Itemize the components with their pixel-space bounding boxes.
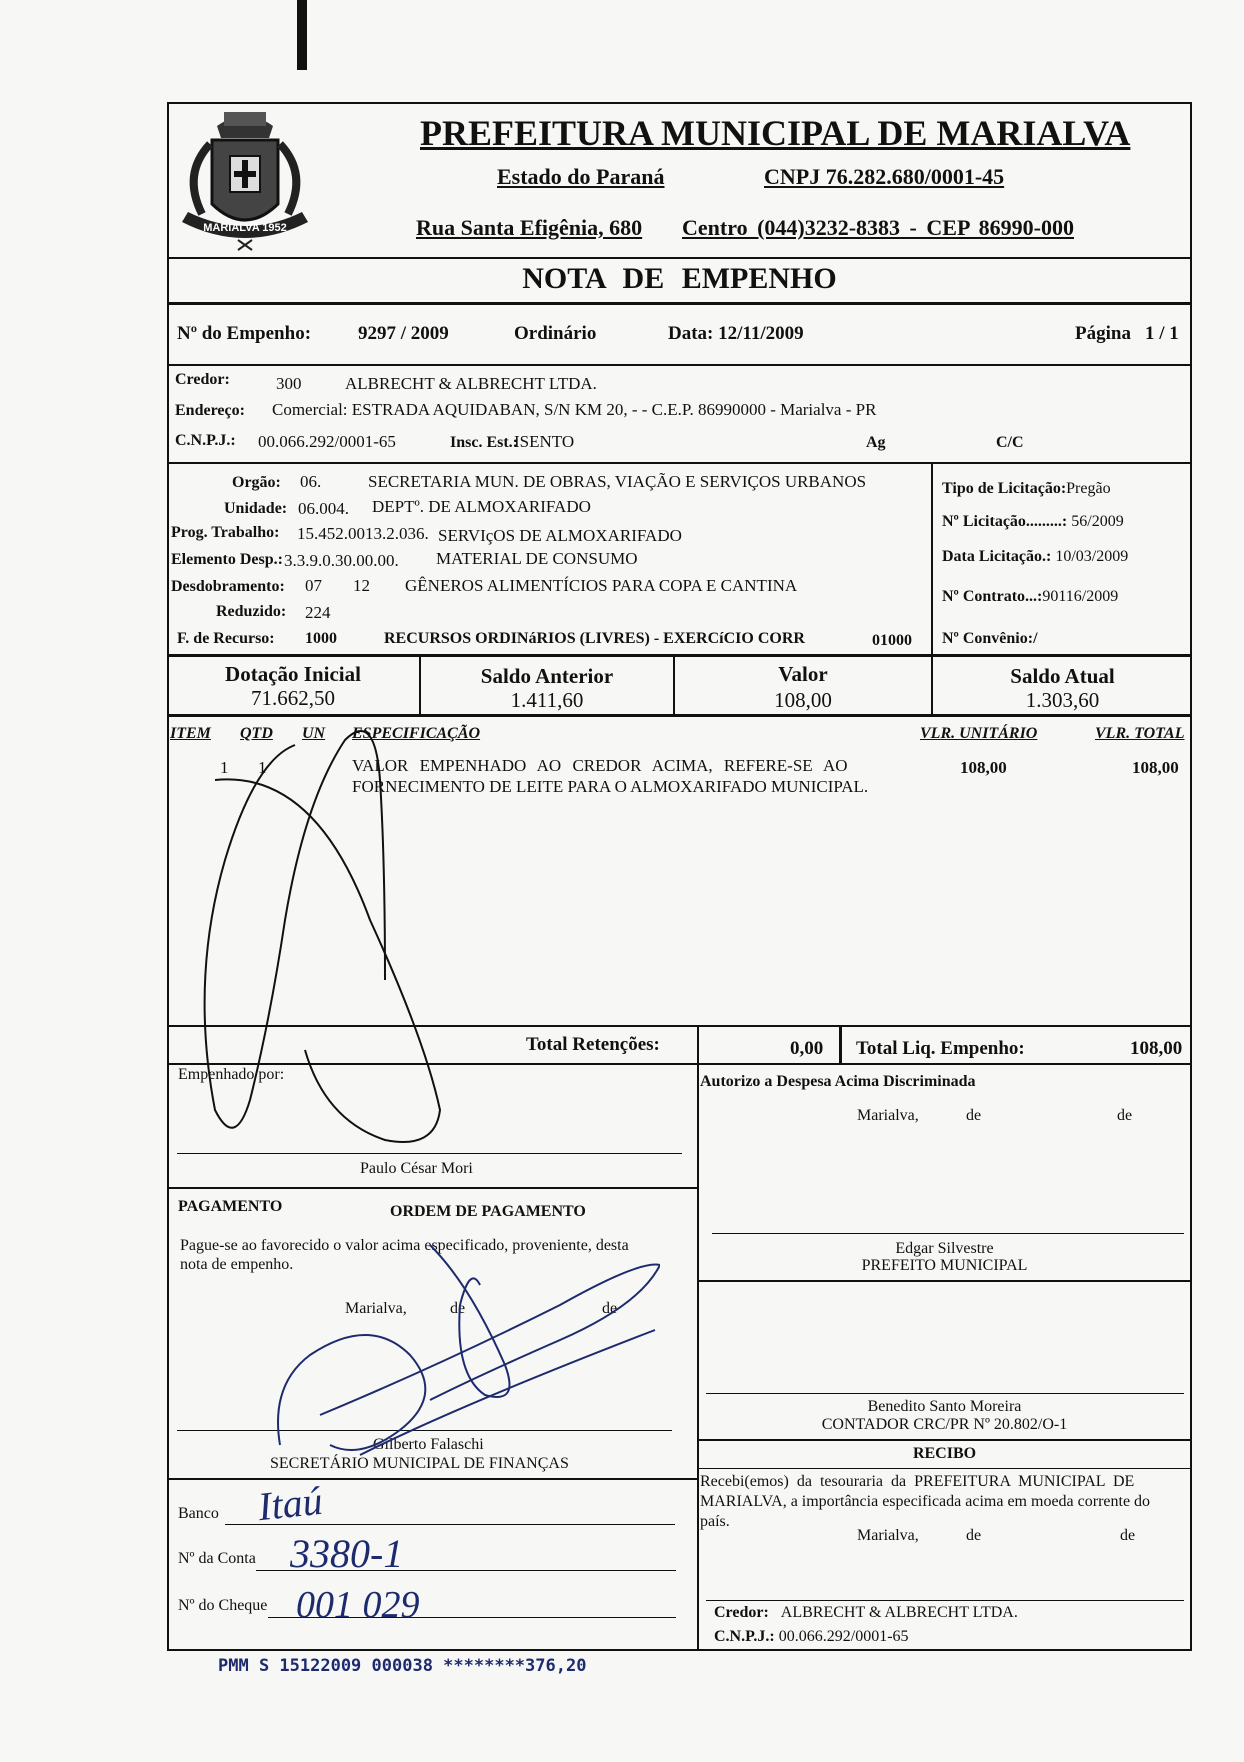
recurso-label: F. de Recurso:	[177, 630, 275, 647]
prog-code: 15.452.0013.2.036.	[297, 524, 429, 543]
licitacao-tipo-value: Pregão	[1066, 480, 1111, 497]
valor-value: 108,00	[774, 688, 832, 712]
elemento-label: Elemento Desp.:	[171, 551, 283, 568]
ag-label: Ag	[866, 434, 886, 451]
recibo-de1: de	[966, 1527, 982, 1544]
seal-text: MARIALVA 1952	[203, 222, 287, 234]
prefeito-role: PREFEITO MUNICIPAL	[861, 1257, 1028, 1274]
recurso-code: 1000	[305, 630, 337, 647]
state-label: Estado do Paraná	[497, 164, 665, 189]
col-qtd-header: QTD	[240, 725, 273, 742]
empenhado-por-label: Empenhado por:	[178, 1066, 285, 1083]
licitacao-data	[942, 548, 1128, 566]
empenho-type: Ordinário	[514, 323, 597, 344]
elemento-name: MATERIAL DE CONSUMO	[436, 549, 638, 568]
saldo-atual-value: 1.303,60	[1025, 688, 1100, 712]
pagamento-label: PAGAMENTO	[178, 1198, 283, 1215]
saldo-atual-label: Saldo Atual	[1010, 664, 1115, 688]
page-number: 1 / 1	[1145, 323, 1179, 344]
dotacao-label: Dotação Inicial	[225, 662, 361, 686]
unidade-name: DEPTº. DE ALMOXARIFADO	[372, 497, 591, 516]
recibo-credor	[714, 1604, 1018, 1622]
recibo-place: Marialva,	[857, 1527, 919, 1544]
empenho-number: 9297 / 2009	[358, 323, 449, 344]
licitacao-convenio: Nº Convênio:/	[942, 630, 1038, 647]
cc-label: C/C	[996, 434, 1024, 451]
credor-cnpj: 00.066.292/0001-65	[258, 432, 396, 451]
licitacao-numero	[942, 513, 1124, 531]
insc-value: ISENTO	[514, 432, 575, 451]
recibo-credor-name: ALBRECHT & ALBRECHT LTDA.	[780, 1604, 1018, 1621]
item-row-qtd: 1	[258, 758, 267, 777]
total-liquido-value: 108,00	[1130, 1038, 1183, 1059]
insc-label: Insc. Est.:	[450, 434, 519, 451]
desdobramento-name: GÊNEROS ALIMENTÍCIOS PARA COPA E CANTINA	[405, 576, 798, 595]
banco-label: Banco	[178, 1505, 219, 1522]
prefeito-name: Edgar Silvestre	[895, 1240, 994, 1257]
recibo-cnpj-value: 00.066.292/0001-65	[778, 1628, 909, 1645]
pagamento-text2: nota de empenho.	[180, 1256, 294, 1273]
licitacao-tipo-label: Tipo de Licitação:	[942, 480, 1067, 497]
col-vtotal-header: VLR. TOTAL	[1095, 725, 1185, 742]
cheque-handwritten: 001 029	[296, 1584, 420, 1626]
licitacao-data-value: 10/03/2009	[1055, 548, 1129, 565]
reduzido-label: Reduzido:	[216, 603, 287, 620]
dotacao-value: 71.662,50	[251, 686, 335, 710]
autorizo-label: Autorizo a Despesa Acima Discriminada	[700, 1073, 976, 1090]
saldo-anterior-label: Saldo Anterior	[480, 664, 614, 688]
contador-name: Benedito Santo Moreira	[867, 1398, 1022, 1415]
credor-label: Credor:	[175, 371, 230, 388]
empenhado-por-name: Paulo César Mori	[360, 1160, 473, 1177]
orgao-name: SECRETARIA MUN. DE OBRAS, VIAÇÃO E SERVIÇOS URBANOS	[368, 472, 867, 491]
prog-name: SERVIçOS DE ALMOXARIFADO	[438, 526, 682, 545]
address-street: Rua Santa Efigênia, 680	[416, 215, 643, 240]
recurso-code2: 01000	[872, 632, 912, 649]
contador-role: CONTADOR CRC/PR Nº 20.802/O-1	[821, 1416, 1068, 1433]
item-row-item: 1	[220, 758, 229, 777]
prog-label: Prog. Trabalho:	[171, 524, 280, 541]
licitacao-contrato-value: 90116/2009	[1042, 588, 1119, 605]
item-row-desc-line1: VALOR EMPENHADO AO CREDOR ACIMA, REFERE-SE AO	[352, 756, 848, 775]
orgao-label: Orgão:	[232, 474, 281, 491]
saldo-anterior-value: 1.411,60	[510, 688, 584, 712]
cheque-label: Nº do Cheque	[178, 1597, 268, 1614]
autorizo-place: Marialva,	[857, 1107, 919, 1124]
bank-stamp: PMM S 15122009 000038 ********376,20	[218, 1656, 587, 1676]
desdobramento-code2: 12	[353, 576, 370, 595]
licitacao-numero-label: Nº Licitação.........:	[942, 513, 1068, 530]
pagamento-de2: de	[602, 1300, 618, 1317]
unidade-label: Unidade:	[224, 500, 288, 517]
secretario-role: SECRETÁRIO MUNICIPAL DE FINANÇAS	[270, 1455, 569, 1472]
credor-cnpj-label: C.N.P.J.:	[175, 432, 236, 449]
page-label: Página	[1075, 323, 1131, 344]
licitacao-tipo	[942, 480, 1111, 498]
total-retencoes-label: Total Retenções:	[526, 1034, 660, 1055]
pagamento-place: Marialva,	[345, 1300, 407, 1317]
elemento-code: 3.3.9.0.30.00.00.	[284, 551, 399, 570]
col-item-header: ITEM	[170, 725, 211, 742]
item-row-vunit: 108,00	[960, 758, 1007, 777]
page-title: PREFEITURA MUNICIPAL DE MARIALVA	[420, 113, 1131, 153]
licitacao-contrato	[942, 588, 1118, 606]
pagamento-text1: Pague-se ao favorecido o valor acima especificado, proveniente, desta	[180, 1237, 629, 1254]
cnpj-label: CNPJ 76.282.680/0001-45	[764, 164, 1005, 189]
total-liquido-label: Total Liq. Empenho:	[856, 1038, 1025, 1059]
licitacao-contrato-label: Nº Contrato...:	[942, 588, 1043, 605]
recibo-cnpj	[714, 1628, 909, 1646]
banco-handwritten: Itaú	[255, 1477, 325, 1530]
reduzido-value: 224	[305, 603, 331, 622]
ordem-pagamento-label: ORDEM DE PAGAMENTO	[390, 1203, 586, 1220]
address-contact: Centro (044)3232-8383 - CEP 86990-000	[682, 215, 1074, 240]
valor-label: Valor	[778, 662, 828, 686]
autorizo-de2: de	[1117, 1107, 1133, 1124]
recibo-de2: de	[1120, 1527, 1136, 1544]
licitacao-numero-value: 56/2009	[1071, 513, 1124, 530]
col-vunit-header: VLR. UNITÁRIO	[920, 725, 1038, 742]
recibo-text2: MARIALVA, a importância especificada acima em moeda corrente do	[700, 1493, 1151, 1510]
credor-address: Comercial: ESTRADA AQUIDABAN, S/N KM 20, - - C.E.P. 86990000 - Marialva - PR	[272, 400, 877, 419]
item-row-vtotal: 108,00	[1132, 758, 1179, 777]
secretario-name: Gilberto Falaschi	[373, 1436, 484, 1453]
punch-mark	[297, 0, 307, 70]
empenho-number-label: Nº do Empenho:	[177, 323, 312, 344]
col-un-header: UN	[302, 725, 326, 742]
empenho-date: Data: 12/11/2009	[668, 323, 804, 344]
recibo-credor-label: Credor:	[714, 1604, 769, 1621]
item-row-desc-line2: FORNECIMENTO DE LEITE PARA O ALMOXARIFADO MUNICIPAL.	[352, 777, 869, 796]
recibo-label: RECIBO	[912, 1445, 977, 1462]
recibo-text3: país.	[700, 1513, 730, 1530]
conta-label: Nº da Conta	[178, 1550, 256, 1567]
pagamento-de1: de	[450, 1300, 466, 1317]
coat-of-arms-logo	[172, 104, 318, 254]
address-label: Endereço:	[175, 402, 245, 419]
credor-name: ALBRECHT & ALBRECHT LTDA.	[345, 374, 597, 393]
desdobramento-label: Desdobramento:	[171, 578, 285, 595]
recurso-name: RECURSOS ORDINáRIOS (LIVRES) - EXERCíCIO CORR	[384, 630, 805, 647]
conta-handwritten: 3380-1	[290, 1531, 404, 1576]
total-retencoes-value: 0,00	[790, 1038, 824, 1059]
licitacao-data-label: Data Licitação.:	[942, 548, 1052, 565]
doc-title: NOTA DE EMPENHO	[522, 262, 837, 295]
col-espec-header: ESPECIFICAÇÃO	[352, 725, 481, 742]
recibo-text1: Recebi(emos) da tesouraria da PREFEITURA MUNICIPAL DE	[700, 1473, 1135, 1490]
autorizo-de1: de	[966, 1107, 982, 1124]
desdobramento-code1: 07	[305, 576, 322, 595]
unidade-code: 06.004.	[298, 499, 349, 518]
credor-code: 300	[276, 374, 302, 393]
recibo-cnpj-label: C.N.P.J.:	[714, 1628, 775, 1645]
orgao-code: 06.	[300, 472, 322, 491]
